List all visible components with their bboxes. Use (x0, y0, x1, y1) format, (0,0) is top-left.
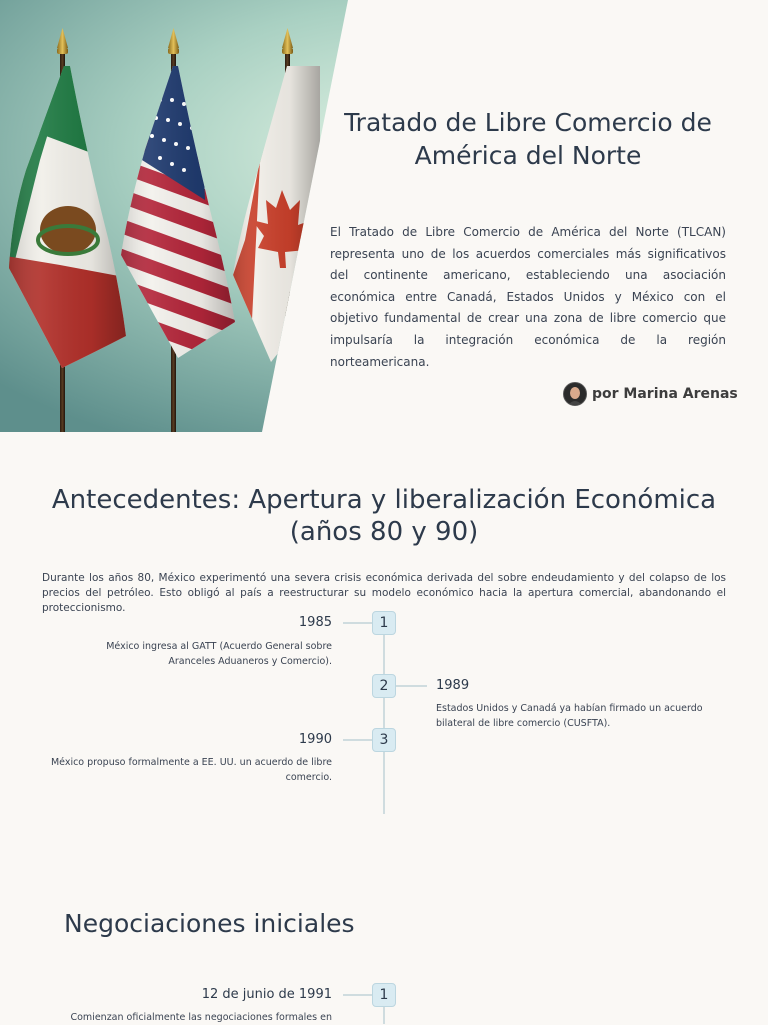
timeline-description: México ingresa al GATT (Acuerdo General sobre Aranceles Aduaneros y Comercio). (106, 641, 332, 667)
timeline-date: 12 de junio de 1991 (201, 987, 332, 1002)
author-avatar (563, 382, 587, 406)
timeline-description: Comienzan oficialmente las negociaciones formales en (70, 1012, 332, 1023)
timeline-date: 1985 (298, 615, 332, 630)
timeline-connector (343, 739, 373, 741)
author-byline (563, 382, 738, 406)
timeline-description: Estados Unidos y Canadá ya habían firmado un acuerdo bilateral de libre comercio (CUSFTA). (436, 703, 703, 729)
timeline-date: 1989 (436, 678, 470, 693)
timeline-number-badge: 1 (372, 983, 396, 1007)
timeline-number-badge: 2 (372, 674, 396, 698)
timeline-connector (343, 622, 373, 624)
timeline-connector (395, 685, 427, 687)
timeline-number-badge: 3 (372, 728, 396, 752)
timeline-number-badge: 1 (372, 611, 396, 635)
antecedentes-intro-paragraph: Durante los años 80, México experimentó una severa crisis económica derivada del sobre endeudamiento y del colapso de los precios del petróleo. Esto obligó al país a reestructurar su modelo económico hacia la apertura comercial, abandonando el proteccionismo. (42, 572, 726, 614)
author-name: por Marina Arenas (592, 386, 738, 402)
section-title-negociaciones: Negociaciones iniciales (64, 909, 355, 938)
timeline-description: México propuso formalmente a EE. UU. un acuerdo de libre comercio. (50, 757, 332, 783)
hero-intro-paragraph: El Tratado de Libre Comercio de América del Norte (TLCAN) representa uno de los acuerdos comerciales más significativos del continente americano, estableciendo una asociación económica entre Canadá, Estados Unidos y México con el objetivo fundamental de crear una zona de libre comercio que impulsaría la integración económica de la región norteamericana. (330, 225, 726, 369)
timeline-date: 1990 (298, 732, 332, 747)
section-title-antecedentes: Antecedentes: Apertura y liberalización Económica (años 80 y 90) (51, 485, 717, 547)
page-title: Tratado de Libre Comercio de América del Norte (344, 108, 712, 170)
timeline-line (383, 612, 385, 814)
timeline-connector (343, 994, 373, 996)
